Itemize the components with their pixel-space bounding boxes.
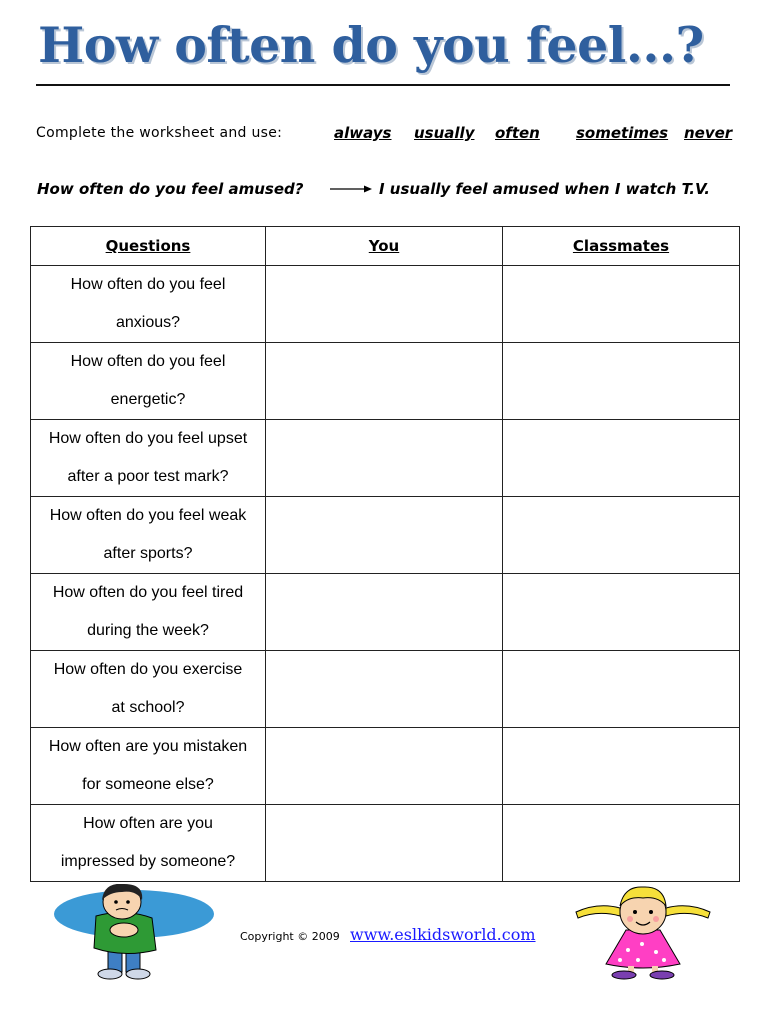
question-line: How often are you mistaken [48,738,248,755]
you-answer-cell[interactable] [266,728,503,805]
question-line: How often do you exercise [53,661,243,678]
you-answer-cell[interactable] [266,651,503,728]
question-cell [31,497,266,574]
you-answer-cell[interactable] [266,420,503,497]
table-row [31,805,740,882]
page-title: How often do you feel...? [38,16,704,74]
you-answer-cell[interactable] [266,805,503,882]
question-cell [31,266,266,343]
question-line: How often are you [83,815,213,832]
question-cell [31,651,266,728]
example-question: How often do you feel amused? [37,180,304,198]
table-row [31,420,740,497]
title-divider [36,84,730,86]
word-never: never [684,124,733,142]
copyright-text: Copyright © 2009 [240,930,340,943]
word-always: always [334,124,392,142]
question-cell [31,805,266,882]
instruction-text: Complete the worksheet and use: [36,125,283,141]
question-cell [31,728,266,805]
question-line: after sports? [103,545,193,562]
table-row [31,574,740,651]
classmates-answer-cell[interactable] [503,497,740,574]
classmates-answer-cell[interactable] [503,574,740,651]
question-line: impressed by someone? [60,853,236,870]
classmates-answer-cell[interactable] [503,420,740,497]
question-line: after a poor test mark? [67,468,229,485]
girl-illustration [568,884,718,980]
question-cell [31,343,266,420]
question-line: during the week? [87,622,209,639]
you-answer-cell[interactable] [266,343,503,420]
question-line: at school? [111,699,185,716]
question-line: How often do you feel [70,353,226,370]
word-usually: usually [414,124,475,142]
table-header-row [31,227,740,266]
table-row [31,343,740,420]
arrow-right-icon [330,184,372,194]
sick-boy-illustration [52,884,218,980]
classmates-answer-cell[interactable] [503,651,740,728]
word-often: often [495,124,540,142]
classmates-answer-cell[interactable] [503,728,740,805]
question-cell [31,420,266,497]
website-link[interactable]: www.eslkidsworld.com [350,925,536,944]
example-answer: I usually feel amused when I watch T.V. [379,180,710,198]
table-row [31,728,740,805]
table-row [31,266,740,343]
you-answer-cell[interactable] [266,497,503,574]
you-answer-cell[interactable] [266,266,503,343]
word-sometimes: sometimes [576,124,669,142]
question-line: for someone else? [82,776,214,793]
question-line: How often do you feel weak [49,507,247,524]
header-classmates: Classmates [503,227,740,266]
classmates-answer-cell[interactable] [503,266,740,343]
header-questions: Questions [31,227,266,266]
question-line: energetic? [110,391,186,408]
classmates-answer-cell[interactable] [503,805,740,882]
you-answer-cell[interactable] [266,574,503,651]
classmates-answer-cell[interactable] [503,343,740,420]
header-you: You [266,227,503,266]
question-cell [31,574,266,651]
worksheet-table [30,226,740,882]
question-line: How often do you feel tired [52,584,244,601]
question-line: anxious? [115,314,181,331]
question-line: How often do you feel upset [48,430,248,447]
question-line: How often do you feel [70,276,226,293]
table-row [31,651,740,728]
table-row [31,497,740,574]
